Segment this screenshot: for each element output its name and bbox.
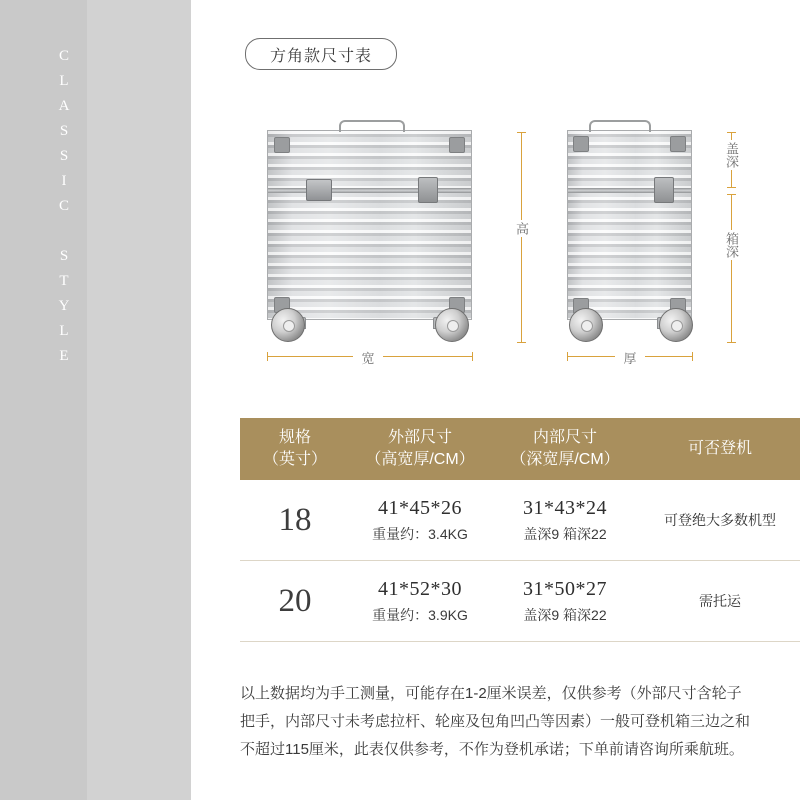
top-carry-handle-side <box>589 120 651 132</box>
wheel-front-left <box>271 308 305 342</box>
cell-boarding-18: 可登绝大多数机型 <box>664 512 776 528</box>
latch-side <box>654 177 674 203</box>
header-cell-size <box>240 418 350 480</box>
corner-guard-side-top-left <box>573 136 589 152</box>
combination-lock <box>306 179 332 201</box>
cell-outer-20 <box>350 578 490 625</box>
lid-depth-tick-top <box>727 132 736 133</box>
suitcase-front-view <box>267 130 472 320</box>
header-boarding-line1: 可否登机 <box>687 440 752 458</box>
corner-guard-side-top-right <box>670 136 686 152</box>
suitcase-side-view <box>567 130 692 320</box>
header-cell-boarding <box>640 418 800 480</box>
top-carry-handle-front <box>339 120 405 132</box>
cell-inner-18 <box>490 497 640 544</box>
inner-dimensions-18: 31*43*24 <box>523 496 607 519</box>
lid-seam-line <box>268 188 471 193</box>
height-tick-top <box>517 132 526 133</box>
footnote-disclaimer <box>240 680 788 763</box>
suitcase-diagram <box>191 82 800 400</box>
footnote-line-3: 不超过115厘米，此表仅供参考，不作为登机承诺；下单前请咨询所乘航班。 <box>240 740 744 758</box>
body-depth-label: 箱深 <box>724 232 739 258</box>
header-size-line2: （英寸） <box>262 451 327 468</box>
left-decorative-strip-light <box>87 0 191 800</box>
cell-outer-18 <box>350 497 490 544</box>
outer-weight-18: 重量约：3.4KG <box>372 525 468 542</box>
header-outer-line2: （高宽厚/CM） <box>365 451 475 468</box>
inner-dimensions-20: 31*50*27 <box>523 577 607 600</box>
case-stripe-texture <box>268 131 471 319</box>
thickness-tick-left <box>567 352 568 361</box>
body-depth-dimension-line <box>731 194 732 342</box>
wheel-side-left <box>569 308 603 342</box>
outer-dimensions-20: 41*52*30 <box>378 577 462 600</box>
table-row <box>240 561 800 642</box>
height-dimension-line <box>521 132 522 342</box>
height-tick-bottom <box>517 342 526 343</box>
lid-depth-label: 盖深 <box>724 142 739 168</box>
cell-size-18: 18 <box>278 501 312 538</box>
inner-depths-20: 盖深9 箱深22 <box>523 606 607 623</box>
thickness-tick-right <box>692 352 693 361</box>
header-cell-inner <box>490 418 640 480</box>
latch-right <box>418 177 438 203</box>
width-label: 宽 <box>353 348 383 367</box>
cell-inner-20 <box>490 578 640 625</box>
cell-boarding-20: 需托运 <box>699 593 741 609</box>
inner-depths-18: 盖深9 箱深22 <box>523 525 607 542</box>
lid-depth-tick-bottom <box>727 187 736 188</box>
wheel-front-right <box>435 308 469 342</box>
width-tick-left <box>267 352 268 361</box>
spec-table <box>240 418 800 642</box>
footnote-line-2: 把手，内部尺寸未考虑拉杆、轮座及包角凹凸等因素）一般可登机箱三边之和 <box>240 712 751 730</box>
width-tick-right <box>472 352 473 361</box>
corner-guard-top-right <box>449 137 465 153</box>
corner-guard-top-left <box>274 137 290 153</box>
size-chart-badge: 方角款尺寸表 <box>245 38 397 70</box>
header-cell-outer <box>350 418 490 480</box>
body-depth-tick-bottom <box>727 342 736 343</box>
thickness-label: 厚 <box>615 348 645 367</box>
spec-table-header-row <box>240 418 800 480</box>
header-inner-line1: 内部尺寸 <box>532 429 597 447</box>
footnote-line-1: 以上数据均为手工测量，可能存在1-2厘米误差，仅供参考（外部尺寸含轮子 <box>240 685 742 702</box>
body-depth-tick-top <box>727 194 736 195</box>
case-stripe-texture-side <box>568 131 691 319</box>
cell-size-20: 20 <box>278 582 312 619</box>
outer-dimensions-18: 41*45*26 <box>378 496 462 519</box>
outer-weight-20: 重量约：3.9KG <box>372 606 468 623</box>
header-size-line1: 规格 <box>278 429 311 447</box>
header-outer-line1: 外部尺寸 <box>387 429 452 447</box>
height-label: 高 <box>514 222 529 235</box>
vertical-brand-title: CLASSIC STYLE <box>56 48 72 373</box>
table-row <box>240 480 800 561</box>
wheel-side-right <box>659 308 693 342</box>
header-inner-line2: （深宽厚/CM） <box>510 451 620 468</box>
